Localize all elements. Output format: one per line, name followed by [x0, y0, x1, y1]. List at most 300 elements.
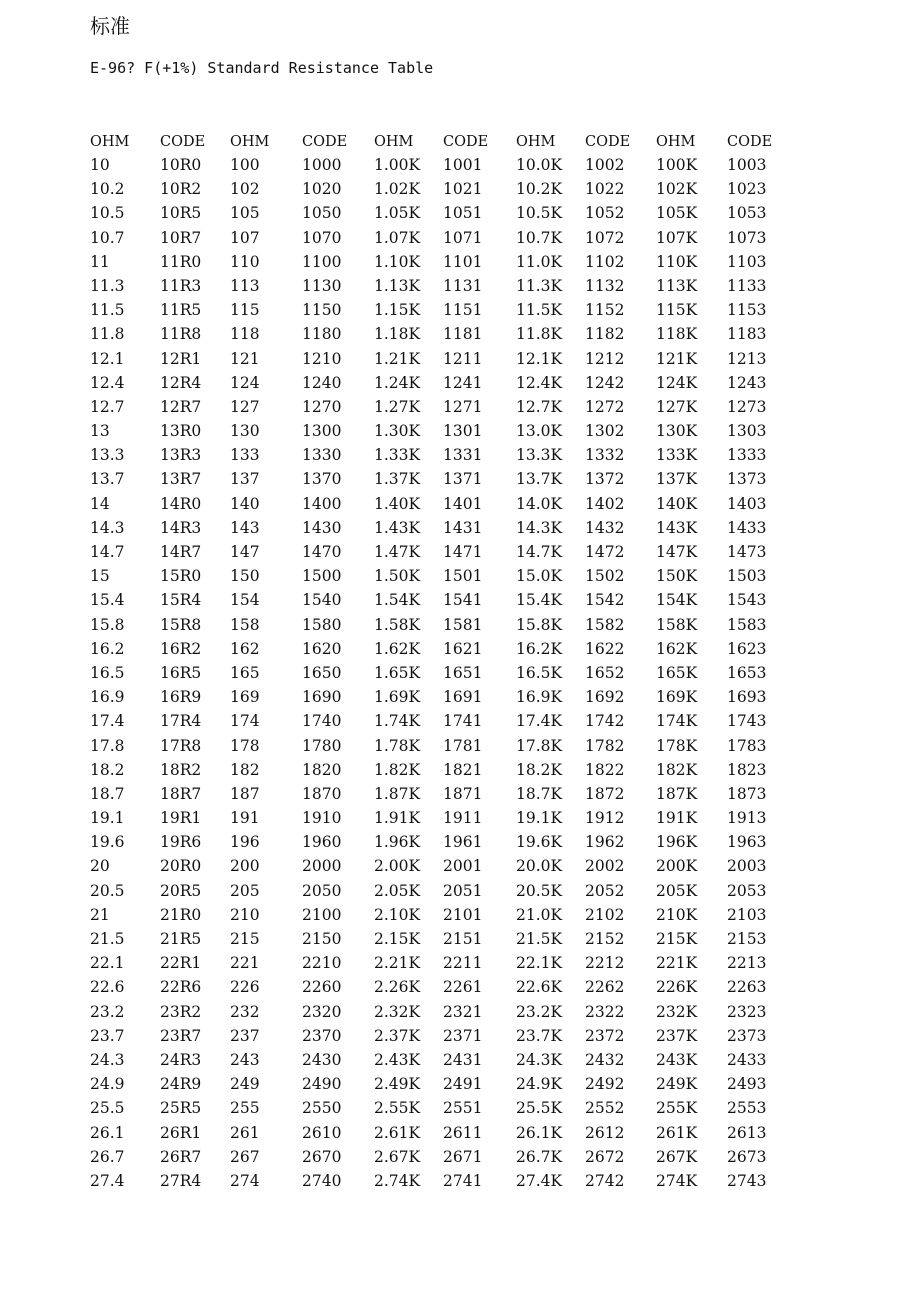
code-cell: 1961 [443, 833, 483, 852]
ohm-cell: 110 [230, 252, 260, 271]
code-cell: 14R3 [160, 518, 202, 537]
header-ohm: OHM [230, 134, 270, 150]
code-cell: 10R5 [160, 204, 202, 223]
code-cell: 20R5 [160, 881, 202, 900]
ohm-cell: 158 [230, 615, 260, 634]
ohm-cell: 215 [230, 930, 260, 948]
code-cell: 10R0 [160, 156, 202, 174]
header-code: CODE [585, 134, 631, 150]
header-code: CODE [443, 134, 489, 150]
header-ohm: OHM [90, 134, 130, 150]
ohm-cell: 18.7K [516, 784, 563, 803]
code-cell: 1960 [302, 833, 342, 852]
page-title: 标准 [90, 14, 130, 38]
ohm-cell: 1.69K [374, 688, 421, 707]
code-cell: 1650 [302, 663, 342, 682]
ohm-cell: 13 [90, 422, 110, 441]
ohm-cell: 249 [230, 1075, 260, 1094]
header-ohm: OHM [656, 134, 696, 150]
ohm-cell: 255 [230, 1099, 260, 1118]
code-cell: 2672 [585, 1147, 625, 1166]
ohm-cell: 127K [656, 397, 698, 416]
ohm-cell: 1.54K [374, 591, 421, 610]
ohm-cell: 15.4K [516, 591, 563, 610]
ohm-cell: 147K [656, 543, 698, 561]
code-cell: 1401 [443, 494, 483, 513]
ohm-cell: 16.5 [90, 663, 125, 682]
code-cell: 2671 [443, 1147, 483, 1166]
ohm-cell: 200 [230, 857, 260, 876]
code-cell: 2103 [727, 905, 767, 924]
code-cell: 1100 [302, 252, 342, 271]
ohm-cell: 274K [656, 1171, 698, 1190]
code-cell: 2212 [585, 954, 625, 973]
ohm-cell: 174 [230, 712, 260, 731]
ohm-cell: 19.6 [90, 833, 125, 852]
ohm-cell: 1.65K [374, 663, 421, 682]
header-ohm: OHM [516, 134, 556, 150]
code-cell: 1181 [443, 325, 483, 344]
ohm-cell: 11.5 [90, 301, 125, 320]
ohm-cell: 23.2 [90, 1002, 125, 1021]
code-cell: 1740 [302, 712, 342, 731]
ohm-cell: 191K [656, 809, 698, 828]
code-cell: 16R5 [160, 663, 202, 682]
code-cell: 1500 [302, 567, 342, 586]
ohm-cell: 25.5 [90, 1099, 125, 1118]
ohm-cell: 11.8 [90, 325, 125, 344]
ohm-cell: 14.7K [516, 543, 563, 561]
code-cell: 21R0 [160, 905, 202, 924]
ohm-cell: 13.7 [90, 470, 125, 489]
ohm-cell: 261K [656, 1123, 698, 1142]
ohm-cell: 133 [230, 446, 260, 465]
code-cell: 12R4 [160, 373, 202, 392]
ohm-cell: 21.5K [516, 930, 563, 948]
code-cell: 1541 [443, 591, 483, 610]
code-cell: 14R7 [160, 543, 202, 561]
ohm-cell: 12.4K [516, 373, 563, 392]
code-cell: 1433 [727, 518, 767, 537]
code-cell: 2001 [443, 857, 483, 876]
ohm-cell: 10.7 [90, 228, 125, 247]
code-cell: 1962 [585, 833, 625, 852]
ohm-cell: 19.6K [516, 833, 563, 852]
code-cell: 1331 [443, 446, 483, 465]
code-cell: 2553 [727, 1099, 767, 1118]
code-cell: 1963 [727, 833, 767, 852]
ohm-cell: 210 [230, 905, 260, 924]
ohm-cell: 25.5K [516, 1099, 563, 1118]
code-cell: 2053 [727, 881, 767, 900]
ohm-cell: 261 [230, 1123, 260, 1142]
code-cell: 1211 [443, 349, 483, 368]
code-cell: 1273 [727, 397, 767, 416]
ohm-cell: 107K [656, 228, 698, 247]
code-cell: 24R9 [160, 1075, 202, 1094]
ohm-cell: 1.07K [374, 228, 421, 247]
ohm-cell: 191 [230, 809, 260, 828]
ohm-cell: 1.74K [374, 712, 421, 731]
ohm-cell: 107 [230, 228, 260, 247]
ohm-cell: 1.02K [374, 180, 421, 199]
ohm-cell: 205K [656, 881, 698, 900]
code-cell: 16R2 [160, 639, 202, 658]
code-cell: 2260 [302, 978, 342, 997]
code-cell: 11R5 [160, 301, 202, 320]
code-cell: 1691 [443, 688, 483, 707]
code-cell: 1502 [585, 567, 625, 586]
ohm-cell: 10.0K [516, 156, 563, 174]
code-cell: 1823 [727, 760, 767, 779]
ohm-cell: 210K [656, 905, 698, 924]
ohm-cell: 162 [230, 639, 260, 658]
ohm-cell: 2.32K [374, 1002, 421, 1021]
code-cell: 12R7 [160, 397, 202, 416]
ohm-cell: 1.78K [374, 736, 421, 755]
code-cell: 13R0 [160, 422, 202, 441]
code-cell: 1873 [727, 784, 767, 803]
ohm-cell: 118 [230, 325, 260, 344]
code-cell: 2550 [302, 1099, 342, 1118]
code-cell: 1302 [585, 422, 625, 441]
code-cell: 1743 [727, 712, 767, 731]
ohm-cell: 130 [230, 422, 260, 441]
ohm-cell: 196K [656, 833, 698, 852]
code-cell: 1272 [585, 397, 625, 416]
code-cell: 2430 [302, 1050, 342, 1069]
code-cell: 2610 [302, 1123, 342, 1142]
code-cell: 1690 [302, 688, 342, 707]
code-cell: 1180 [302, 325, 342, 344]
code-cell: 2551 [443, 1099, 483, 1118]
code-cell: 1431 [443, 518, 483, 537]
code-cell: 2611 [443, 1123, 483, 1142]
ohm-cell: 267 [230, 1147, 260, 1166]
code-cell: 1620 [302, 639, 342, 658]
ohm-cell: 154 [230, 591, 260, 610]
ohm-cell: 1.13K [374, 276, 421, 295]
code-cell: 1580 [302, 615, 342, 634]
ohm-cell: 274 [230, 1171, 260, 1190]
code-cell: 1151 [443, 301, 483, 320]
code-cell: 1780 [302, 736, 342, 755]
ohm-cell: 174K [656, 712, 698, 731]
code-cell: 2151 [443, 930, 483, 948]
code-cell: 1073 [727, 228, 767, 247]
code-cell: 1912 [585, 809, 625, 828]
code-cell: 1243 [727, 373, 767, 392]
code-cell: 2373 [727, 1026, 767, 1045]
ohm-cell: 182K [656, 760, 698, 779]
code-cell: 2492 [585, 1075, 625, 1094]
ohm-cell: 221 [230, 954, 260, 973]
code-cell: 2613 [727, 1123, 767, 1142]
code-cell: 2320 [302, 1002, 342, 1021]
code-cell: 2552 [585, 1099, 625, 1118]
code-cell: 2742 [585, 1171, 625, 1190]
code-cell: 2321 [443, 1002, 483, 1021]
code-cell: 2740 [302, 1171, 342, 1190]
ohm-cell: 22.1 [90, 954, 125, 973]
code-cell: 11R3 [160, 276, 202, 295]
code-cell: 1501 [443, 567, 483, 586]
ohm-cell: 232 [230, 1002, 260, 1021]
ohm-cell: 2.74K [374, 1171, 421, 1190]
ohm-cell: 1.30K [374, 422, 421, 441]
ohm-cell: 1.58K [374, 615, 421, 634]
code-cell: 26R1 [160, 1123, 202, 1142]
ohm-cell: 249K [656, 1075, 698, 1094]
ohm-cell: 24.9 [90, 1075, 125, 1094]
code-cell: 2150 [302, 930, 342, 948]
ohm-cell: 187 [230, 784, 260, 803]
ohm-cell: 2.26K [374, 978, 421, 997]
code-cell: 1692 [585, 688, 625, 707]
ohm-cell: 130K [656, 422, 698, 441]
code-cell: 1783 [727, 736, 767, 755]
ohm-cell: 102K [656, 180, 698, 199]
ohm-cell: 18.2K [516, 760, 563, 779]
code-cell: 1271 [443, 397, 483, 416]
ohm-cell: 150 [230, 567, 260, 586]
code-cell: 2371 [443, 1026, 483, 1045]
ohm-cell: 16.5K [516, 663, 563, 682]
code-cell: 1051 [443, 204, 483, 223]
ohm-cell: 137K [656, 470, 698, 489]
code-cell: 1652 [585, 663, 625, 682]
code-cell: 1503 [727, 567, 767, 586]
code-cell: 1053 [727, 204, 767, 223]
ohm-cell: 10.2K [516, 180, 563, 199]
code-cell: 2153 [727, 930, 767, 948]
ohm-cell: 200K [656, 857, 698, 876]
ohm-cell: 1.47K [374, 543, 421, 561]
ohm-cell: 1.37K [374, 470, 421, 489]
ohm-cell: 121 [230, 349, 260, 368]
code-cell: 1871 [443, 784, 483, 803]
ohm-cell: 102 [230, 180, 260, 199]
header-code: CODE [302, 134, 348, 150]
ohm-cell: 26.1 [90, 1123, 125, 1142]
code-cell: 2612 [585, 1123, 625, 1142]
code-cell: 15R8 [160, 615, 202, 634]
code-cell: 1103 [727, 252, 767, 271]
code-cell: 1333 [727, 446, 767, 465]
ohm-cell: 2.05K [374, 881, 421, 900]
code-cell: 1301 [443, 422, 483, 441]
code-cell: 2431 [443, 1050, 483, 1069]
ohm-cell: 20.0K [516, 857, 563, 876]
ohm-cell: 24.3K [516, 1050, 563, 1069]
ohm-cell: 16.9K [516, 688, 563, 707]
ohm-cell: 1.00K [374, 156, 421, 174]
ohm-cell: 21.0K [516, 905, 563, 924]
ohm-cell: 124K [656, 373, 698, 392]
header-code: CODE [160, 134, 206, 150]
ohm-cell: 17.4K [516, 712, 563, 731]
ohm-cell: 1.62K [374, 639, 421, 658]
ohm-cell: 12.7K [516, 397, 563, 416]
code-cell: 14R0 [160, 494, 202, 513]
ohm-cell: 14.3 [90, 518, 125, 537]
ohm-cell: 23.7K [516, 1026, 563, 1045]
ohm-cell: 1.91K [374, 809, 421, 828]
ohm-cell: 13.0K [516, 422, 563, 441]
code-cell: 1071 [443, 228, 483, 247]
ohm-cell: 2.67K [374, 1147, 421, 1166]
code-cell: 21R5 [160, 930, 202, 948]
ohm-cell: 100K [656, 156, 698, 174]
ohm-cell: 196 [230, 833, 260, 852]
code-cell: 17R8 [160, 736, 202, 755]
code-cell: 2322 [585, 1002, 625, 1021]
code-cell: 1693 [727, 688, 767, 707]
ohm-cell: 1.43K [374, 518, 421, 537]
ohm-cell: 1.96K [374, 833, 421, 852]
code-cell: 15R0 [160, 567, 202, 586]
ohm-cell: 2.10K [374, 905, 421, 924]
code-cell: 23R2 [160, 1002, 202, 1021]
ohm-cell: 22.6K [516, 978, 563, 997]
ohm-cell: 11 [90, 252, 110, 271]
code-cell: 1212 [585, 349, 625, 368]
code-cell: 1241 [443, 373, 483, 392]
code-cell: 1022 [585, 180, 625, 199]
code-cell: 1781 [443, 736, 483, 755]
ohm-cell: 100 [230, 156, 260, 174]
ohm-cell: 19.1K [516, 809, 563, 828]
code-cell: 2490 [302, 1075, 342, 1094]
code-cell: 10R7 [160, 228, 202, 247]
ohm-cell: 14.0K [516, 494, 563, 513]
code-cell: 2263 [727, 978, 767, 997]
code-cell: 1370 [302, 470, 342, 489]
ohm-cell: 17.4 [90, 712, 125, 731]
code-cell: 23R7 [160, 1026, 202, 1045]
code-cell: 1820 [302, 760, 342, 779]
code-cell: 1913 [727, 809, 767, 828]
ohm-cell: 11.8K [516, 325, 563, 344]
ohm-cell: 2.49K [374, 1075, 421, 1094]
code-cell: 1402 [585, 494, 625, 513]
code-cell: 1072 [585, 228, 625, 247]
code-cell: 1432 [585, 518, 625, 537]
code-cell: 1430 [302, 518, 342, 537]
code-cell: 2100 [302, 905, 342, 924]
code-cell: 1622 [585, 639, 625, 658]
code-cell: 1102 [585, 252, 625, 271]
code-cell: 2262 [585, 978, 625, 997]
ohm-cell: 26.1K [516, 1123, 563, 1142]
code-cell: 1623 [727, 639, 767, 658]
ohm-cell: 24.9K [516, 1075, 563, 1094]
ohm-cell: 162K [656, 639, 698, 658]
ohm-cell: 158K [656, 615, 698, 634]
code-cell: 1130 [302, 276, 342, 295]
table-caption: E-96? F(+1%) Standard Resistance Table [90, 59, 434, 77]
code-cell: 10R2 [160, 180, 202, 199]
code-cell: 1213 [727, 349, 767, 368]
code-cell: 1653 [727, 663, 767, 682]
code-cell: 1052 [585, 204, 625, 223]
code-cell: 2052 [585, 881, 625, 900]
ohm-cell: 12.4 [90, 373, 125, 392]
ohm-cell: 215K [656, 930, 698, 948]
code-cell: 1542 [585, 591, 625, 610]
code-cell: 1582 [585, 615, 625, 634]
code-cell: 2261 [443, 978, 483, 997]
ohm-cell: 1.40K [374, 494, 421, 513]
code-cell: 1742 [585, 712, 625, 731]
code-cell: 1822 [585, 760, 625, 779]
code-cell: 27R4 [160, 1171, 202, 1190]
ohm-cell: 1.10K [374, 252, 421, 271]
code-cell: 1001 [443, 156, 483, 174]
code-cell: 13R3 [160, 446, 202, 465]
code-cell: 2433 [727, 1050, 767, 1069]
code-cell: 1023 [727, 180, 767, 199]
ohm-cell: 1.27K [374, 397, 421, 416]
ohm-cell: 13.3 [90, 446, 125, 465]
ohm-cell: 14.7 [90, 543, 125, 561]
code-cell: 1210 [302, 349, 342, 368]
ohm-cell: 11.3 [90, 276, 125, 295]
code-cell: 1910 [302, 809, 342, 828]
ohm-cell: 169 [230, 688, 260, 707]
code-cell: 1911 [443, 809, 483, 828]
code-cell: 1152 [585, 301, 625, 320]
code-cell: 2741 [443, 1171, 483, 1190]
ohm-cell: 133K [656, 446, 698, 465]
ohm-cell: 1.05K [374, 204, 421, 223]
code-cell: 1403 [727, 494, 767, 513]
ohm-cell: 1.21K [374, 349, 421, 368]
code-cell: 13R7 [160, 470, 202, 489]
ohm-cell: 13.7K [516, 470, 563, 489]
code-cell: 1000 [302, 156, 342, 174]
code-cell: 1543 [727, 591, 767, 610]
code-cell: 24R3 [160, 1050, 202, 1069]
code-cell: 1132 [585, 276, 625, 295]
code-cell: 2051 [443, 881, 483, 900]
code-cell: 1470 [302, 543, 342, 561]
code-cell: 22R1 [160, 954, 202, 973]
ohm-cell: 187K [656, 784, 698, 803]
code-cell: 2372 [585, 1026, 625, 1045]
code-cell: 2323 [727, 1002, 767, 1021]
ohm-cell: 143K [656, 518, 698, 537]
code-cell: 2370 [302, 1026, 342, 1045]
ohm-cell: 1.33K [374, 446, 421, 465]
ohm-cell: 267K [656, 1147, 698, 1166]
code-cell: 1002 [585, 156, 625, 174]
code-cell: 2210 [302, 954, 342, 973]
ohm-cell: 15 [90, 567, 110, 586]
code-cell: 20R0 [160, 857, 202, 876]
ohm-cell: 14 [90, 494, 110, 513]
ohm-cell: 2.37K [374, 1026, 421, 1045]
code-cell: 22R6 [160, 978, 202, 997]
ohm-cell: 13.3K [516, 446, 563, 465]
ohm-cell: 23.7 [90, 1026, 125, 1045]
ohm-cell: 110K [656, 252, 698, 271]
ohm-cell: 2.15K [374, 930, 421, 948]
code-cell: 1471 [443, 543, 483, 561]
code-cell: 1270 [302, 397, 342, 416]
ohm-cell: 15.4 [90, 591, 125, 610]
code-cell: 1131 [443, 276, 483, 295]
